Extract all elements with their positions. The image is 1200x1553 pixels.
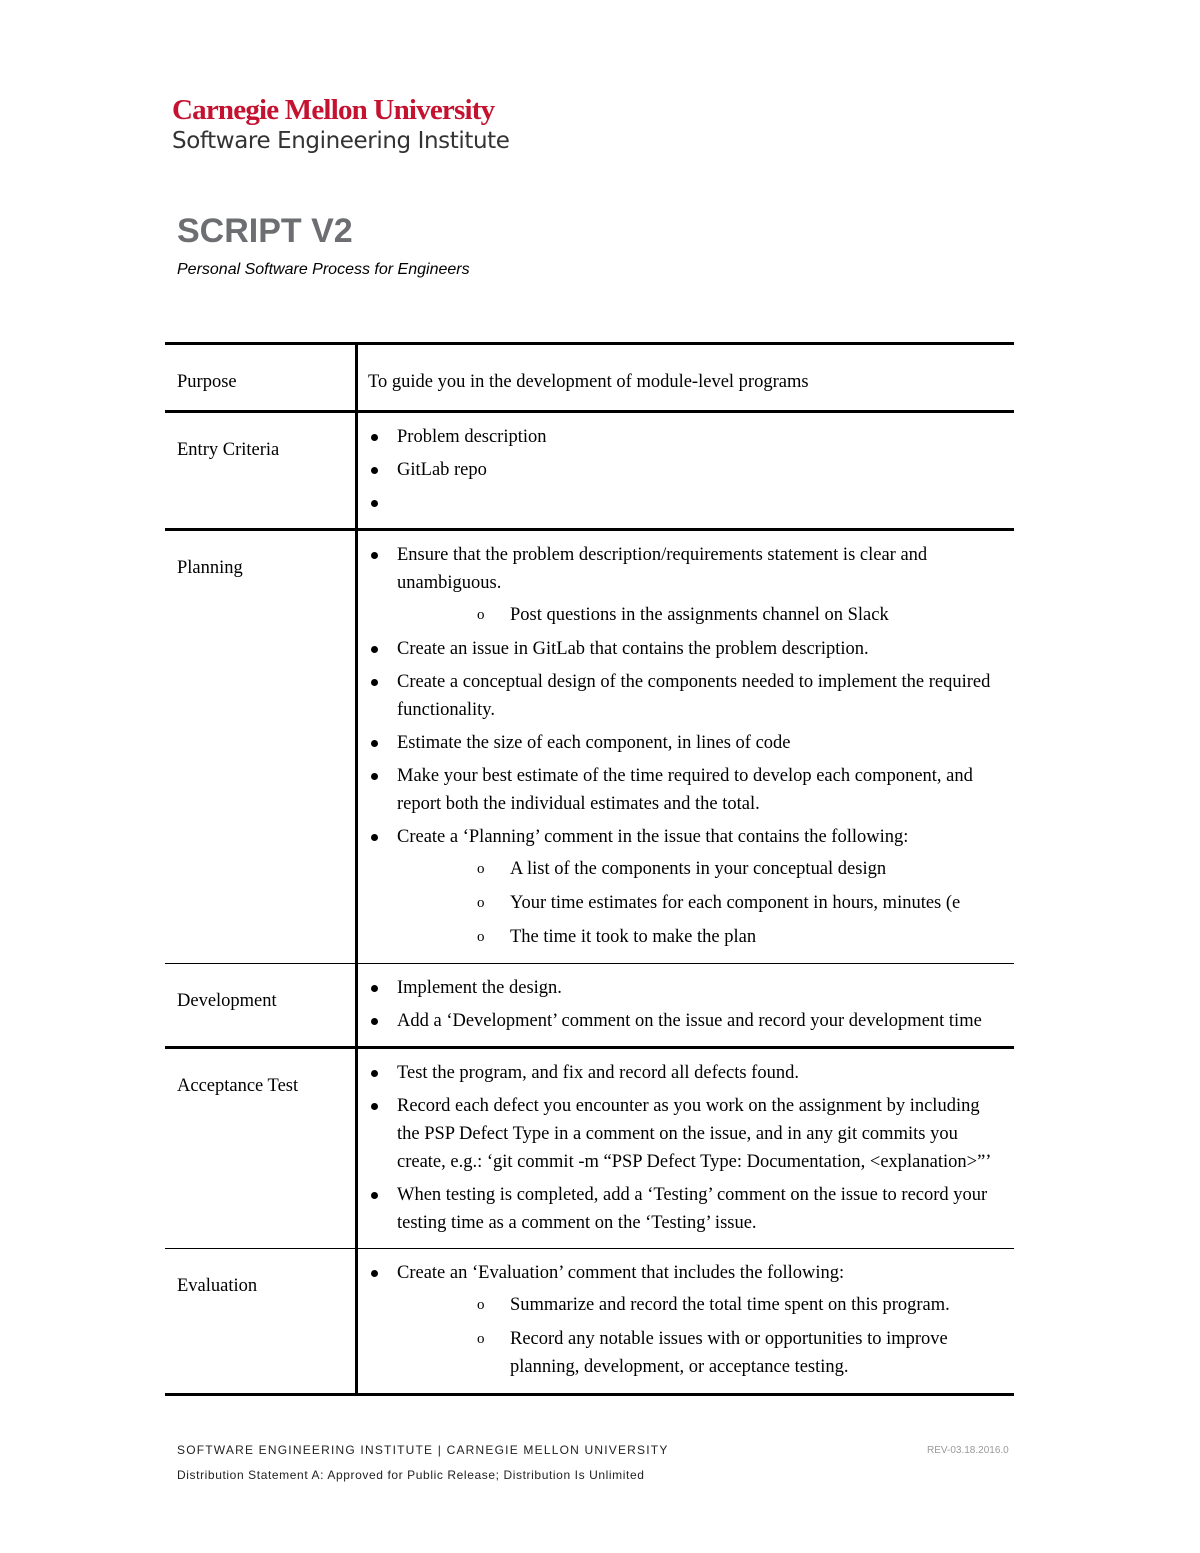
evaluation-row <box>165 1249 1014 1395</box>
sub-list <box>397 601 1006 629</box>
development-list <box>368 974 1006 1035</box>
sub-list-item: o A list of the components in your conceptual design <box>397 855 1006 883</box>
planning-list <box>368 541 1006 951</box>
acceptance-test-list <box>368 1059 1006 1237</box>
acceptance-test-row <box>165 1048 1014 1249</box>
evaluation-list <box>368 1259 1006 1381</box>
entry-criteria-row <box>165 412 1014 530</box>
list-item <box>368 1259 1006 1381</box>
list-item: GitLab repo <box>368 456 1006 484</box>
list-item: Create an issue in GitLab that contains the problem description. <box>368 635 1006 663</box>
list-item: Create a conceptual design of the components needed to implement the required functionality. <box>368 668 1006 724</box>
list-item <box>368 541 1006 629</box>
sub-list-item: o The time it took to make the plan <box>397 923 1006 951</box>
institute-name: Software Engineering Institute <box>172 128 510 154</box>
sub-list-item: o Your time estimates for each component in hours, minutes (e <box>397 889 1006 917</box>
list-item-text: Create an ‘Evaluation’ comment that includes the following: <box>397 1263 845 1283</box>
development-row <box>165 964 1014 1048</box>
list-item-text: Create a ‘Planning’ comment in the issue that contains the following: <box>397 827 909 847</box>
list-item: Test the program, and fix and record all defects found. <box>368 1059 1006 1087</box>
list-item: Make your best estimate of the time required to develop each component, and report both the individual estimates and the total. <box>368 762 1006 818</box>
sub-list-item: o Post questions in the assignments channel on Slack <box>397 601 1006 629</box>
list-item: Implement the design. <box>368 974 1006 1002</box>
footer-revision: REV-03.18.2016.0 <box>927 1445 1009 1456</box>
list-item: Record each defect you encounter as you work on the assignment by including the PSP Defect Type in a comment on the issue, and in any git commits you create, e.g.: ‘git commit -m “PSP Defect Type: Documentation, <explanation>”’ <box>368 1092 1006 1176</box>
phase-label: Purpose <box>165 344 357 412</box>
phase-label: Evaluation <box>165 1249 357 1395</box>
document-title: SCRIPT V2 <box>177 212 353 250</box>
planning-row <box>165 530 1014 964</box>
footer-organization: SOFTWARE ENGINEERING INSTITUTE | CARNEGIE MELLON UNIVERSITY <box>177 1443 669 1457</box>
script-table <box>165 342 1014 1396</box>
footer-distribution-statement: Distribution Statement A: Approved for Public Release; Distribution Is Unlimited <box>177 1468 645 1482</box>
document-subtitle: Personal Software Process for Engineers <box>177 261 470 278</box>
entry-criteria-list <box>368 423 1006 517</box>
purpose-text: To guide you in the development of module-level programs <box>357 344 1015 412</box>
sub-list <box>397 855 1006 951</box>
phase-label: Acceptance Test <box>165 1048 357 1249</box>
list-item <box>368 489 1006 517</box>
list-item: Problem description <box>368 423 1006 451</box>
purpose-row <box>165 344 1014 412</box>
list-item: Estimate the size of each component, in lines of code <box>368 729 1006 757</box>
sub-list <box>397 1291 1006 1381</box>
university-logo: Carnegie Mellon University <box>172 94 495 126</box>
phase-label: Development <box>165 964 357 1048</box>
sub-list-item: o Summarize and record the total time spent on this program. <box>397 1291 1006 1319</box>
phase-label: Entry Criteria <box>165 412 357 530</box>
list-item <box>368 823 1006 951</box>
sub-list-item: o Record any notable issues with or opportunities to improve planning, development, or acceptance testing. <box>397 1325 1006 1381</box>
phase-label: Planning <box>165 530 357 964</box>
list-item: When testing is completed, add a ‘Testing’ comment on the issue to record your testing time as a comment on the ‘Testing’ issue. <box>368 1181 1006 1237</box>
list-item-text: Ensure that the problem description/requirements statement is clear and unambiguous. <box>397 545 928 593</box>
list-item: Add a ‘Development’ comment on the issue and record your development time <box>368 1007 1006 1035</box>
